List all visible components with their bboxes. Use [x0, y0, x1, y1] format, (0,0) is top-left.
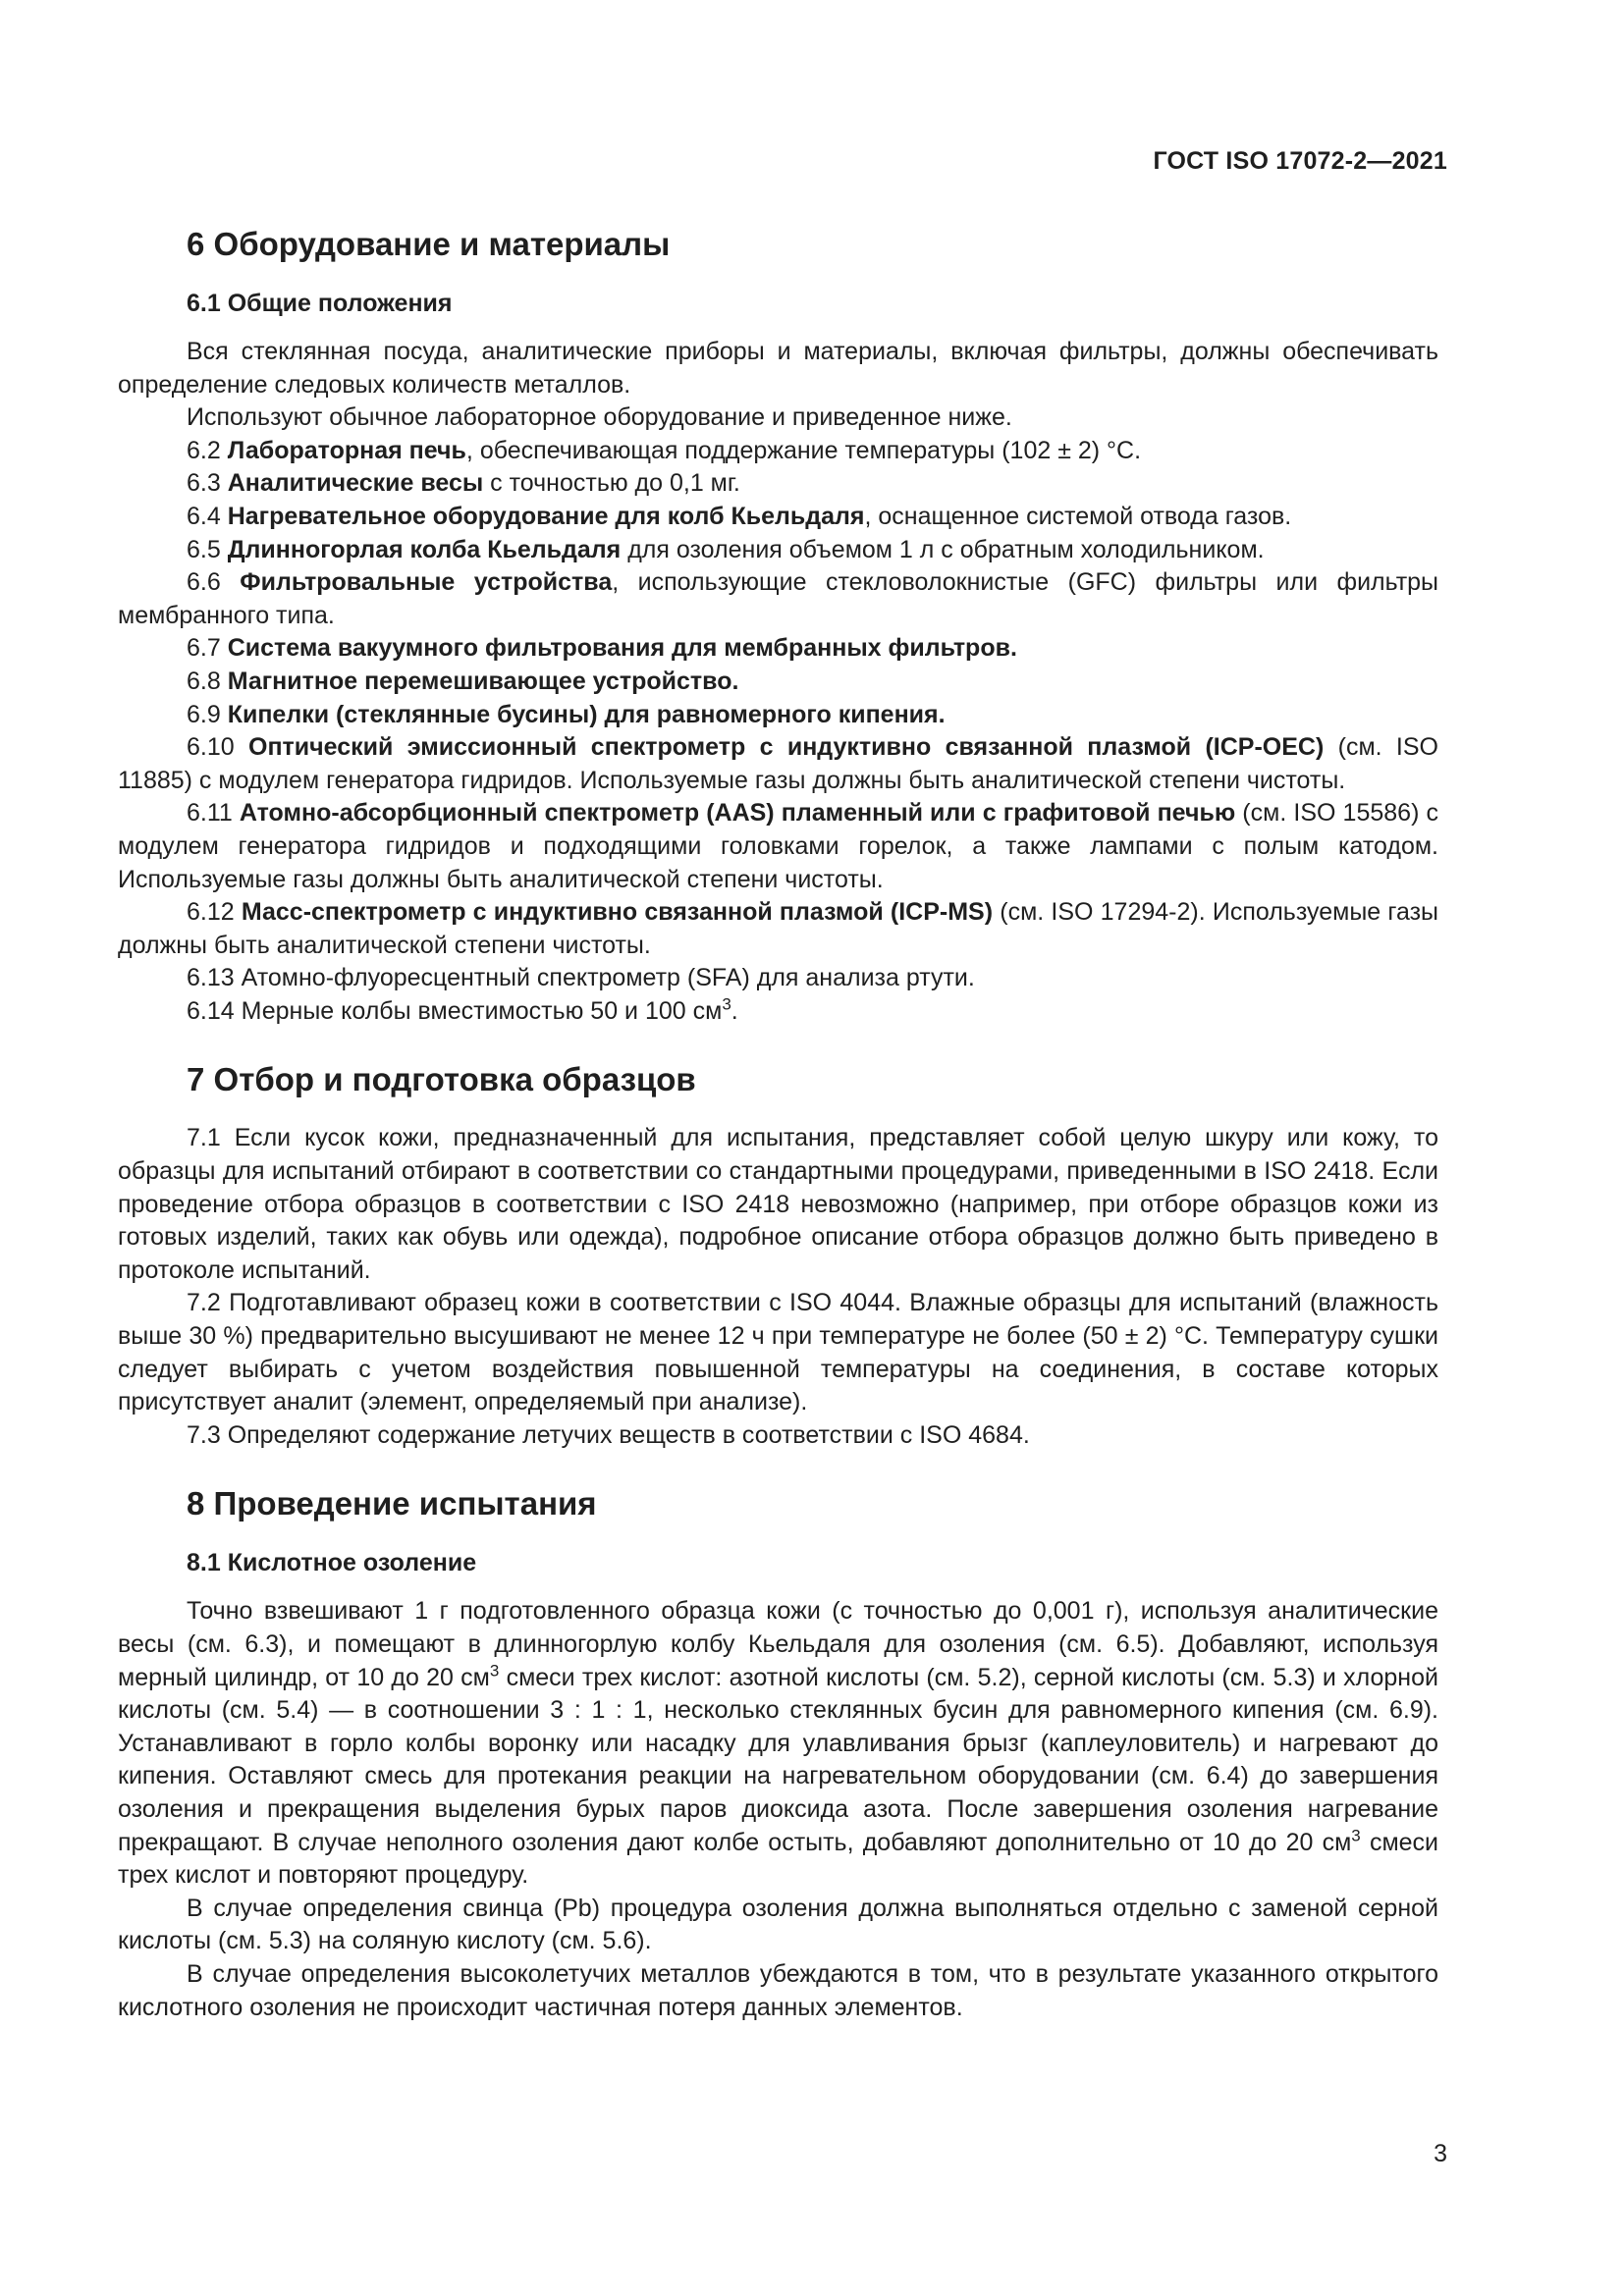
item-6-8: 6.8 Магнитное перемешивающее устройство.: [187, 667, 739, 695]
item-6-10: 6.10 Оптический эмиссионный спектрометр с индуктивно связанной плазмой (ICP-OEC) (см. ISO 11885) с модулем генератора гидридов. Используемые газы должны быть аналитической степени чистоты.: [118, 733, 1438, 794]
item-6-5: 6.5 Длинногорлая колба Кьельдаля для озоления объемом 1 л с обратным холодильником.: [187, 535, 1265, 563]
item-6-13: 6.13 Атомно-флуоресцентный спектрометр (SFA) для анализа ртути.: [187, 964, 975, 992]
item-6-9: 6.9 Кипелки (стеклянные бусины) для равномерного кипения.: [187, 700, 946, 728]
item-6-14: 6.14 Мерные колбы вместимостью 50 и 100 $см^3$.: [187, 994, 738, 1025]
subsection-8-1-title: 8.1 Кислотное озоление: [187, 1549, 477, 1577]
paragraph-lead-determination: В случае определения свинца (Pb) процедура озоления должна выполняться отдельно с заменой серной кислоты (см. 5.3) на соляную кислоту (см. 5.6).: [118, 1894, 1438, 1955]
item-6-7: 6.7 Система вакуумного фильтрования для мембранных фильтров.: [187, 634, 1017, 663]
paragraph-7-3: 7.3 Определяют содержание летучих веществ в соответствии с ISO 4684.: [187, 1420, 1030, 1449]
page-content: [118, 222, 1438, 2024]
document-id-header: ГОСТ ISO 17072-2—2021: [1153, 147, 1447, 175]
section-6-title: 6 Оборудование и материалы: [187, 226, 671, 262]
item-6-3: 6.3 Аналитические весы с точностью до 0,1 мг.: [187, 469, 740, 498]
subsection-6-1-title: 6.1 Общие положения: [187, 290, 453, 317]
page-number: 3: [1434, 2140, 1447, 2167]
paragraph-7-1: 7.1 Если кусок кожи, предназначенный для испытания, представляет собой целую шкуру или кожу, то образцы для испытаний отбирают в соответствии со стандартными процедурами, приведенными в ISO 2418. Если проведение отбора образцов в соответствии с ISO 2418 невозможно (например, при отборе образцов кожи из готовых изделий, таких как обувь или одежда), подробное описание отбора образцов должно быть приведено в протоколе испытаний.: [118, 1124, 1438, 1284]
section-8-title: 8 Проведение испытания: [187, 1485, 597, 1522]
item-6-6: 6.6 Фильтровальные устройства, использующие стекловолокнистые (GFC) фильтры или фильтры мембранного типа.: [118, 568, 1439, 629]
item-6-11: 6.11 Атомно-абсорбционный спектрометр (AAS) пламенный или с графитовой печью (см. ISO 15586) с модулем генератора гидридов и подходящими головками горелок, а также лампами с полым катодом. Используемые газы должны быть аналитической степени чистоты.: [118, 799, 1439, 893]
paragraph-glassware: Вся стеклянная посуда, аналитические приборы и материалы, включая фильтры, должны обеспечивать определение следовых количеств металлов.: [118, 338, 1438, 399]
paragraph-acid-ashing: Точно взвешивают 1 г подготовленного образца кожи (с точностью до 0,001 г), используя аналитические весы (см. 6.3), и помещают в длинногорлую колбу Кьельдаля для озоления (см. 6.5). Добавляют, используя мерный цилиндр, от 10 до 20 $см^3$ смеси трех кислот: азотной кислоты (см. 5.2), серной кислоты (см. 5.3) и хлорной кислоты (см. 5.4) — в соотношении 3 : 1 : 1, несколько стеклянных бусин для равномерного кипения (см. 6.9). Устанавливают в горло колбы воронку или насадку для улавливания брызг (каплеуловитель) и нагревают до кипения. Оставляют смесь для протекания реакции на нагревательном оборудовании (см. 6.4) до завершения озоления и прекращения выделения бурых паров диоксида азота. После завершения озоления нагревание прекращают. В случае неполного озоления дают колбе остыть, добавляют дополнительно от 10 до 20 $см^3$ смеси трех кислот и повторяют процедуру.: [118, 1597, 1438, 1890]
section-7-title: 7 Отбор и подготовка образцов: [187, 1061, 696, 1098]
item-6-4: 6.4 Нагревательное оборудование для колб Кьельдаля, оснащенное системой отвода газов.: [187, 502, 1292, 530]
paragraph-7-2: 7.2 Подготавливают образец кожи в соответствии с ISO 4044. Влажные образцы для испытаний (влажность выше 30 %) предварительно высушивают не менее 12 ч при температуре не более (50 ± 2) °С. Температуру сушки следует выбирать с учетом воздействия повышенной температуры на соединения, в составе которых присутствует аналит (элемент, определяемый при анализе).: [118, 1289, 1438, 1416]
item-6-12: 6.12 Масс-спектрометр с индуктивно связанной плазмой (ICP-MS) (см. ISO 17294-2). Используемые газы должны быть аналитической степени чистоты.: [118, 898, 1439, 959]
item-6-2: 6.2 Лабораторная печь, обеспечивающая поддержание температуры (102 ± 2) °С.: [187, 436, 1142, 464]
paragraph-equipment-use: Используют обычное лабораторное оборудование и приведенное ниже.: [187, 403, 1012, 432]
paragraph-volatile-metals: В случае определения высоколетучих металлов убеждаются в том, что в результате указанного открытого кислотного озоления не происходит частичная потеря данных элементов.: [118, 1959, 1438, 2021]
